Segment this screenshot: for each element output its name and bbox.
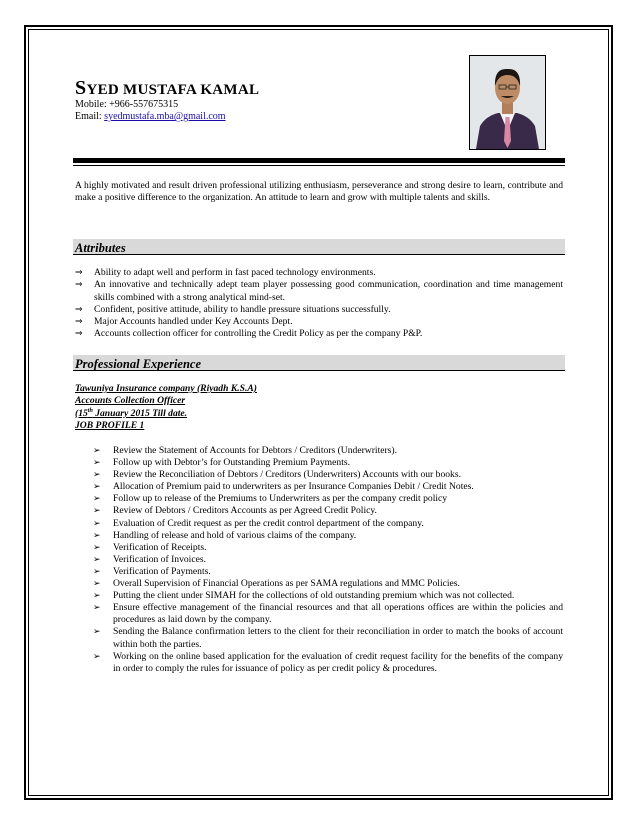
- arrow-bullet-icon: ⇒: [75, 329, 83, 340]
- duty-item: ➢ Verification of Receipts.: [93, 541, 207, 553]
- attributes-list: [75, 267, 563, 341]
- attributes-heading: Attributes: [75, 241, 126, 255]
- check-bullet-icon: ➢: [93, 506, 101, 517]
- company-name: Tawuniya Insurance company (Riyadh K.S.A): [75, 383, 257, 394]
- duty-item: ➢ Putting the client under SIMAH for the collections of old outstanding premium which was not collected.: [93, 590, 515, 602]
- duty-item: ➢ Review the Reconciliation of Debtors / Creditors (Underwriters) Accounts with our books.: [93, 469, 461, 481]
- check-bullet-icon: ➢: [93, 579, 101, 590]
- check-bullet-icon: ➢: [93, 651, 101, 662]
- duty-item: ➢ Ensure effective management of the financial resources and that all operations offices are within the policies and procedures as laid down by the company.: [93, 602, 563, 626]
- check-bullet-icon: ➢: [93, 494, 101, 505]
- duty-item: ➢ Working on the online based application for the evaluation of credit request facility for the benefits of the company in order to comply the rules for issuance of policy as per credit policy & procedures.: [93, 650, 563, 674]
- attribute-item: ⇒ An innovative and technically adept team player possessing good communication, coordination and time management skills combined with a strong analytical mind-set.: [75, 279, 563, 303]
- duty-item: ➢ Handling of release and hold of various claims of the company.: [93, 529, 357, 541]
- mobile-number: +966-557675315: [109, 99, 179, 110]
- duty-item: ➢ Review of Debtors / Creditors Accounts as per Agreed Credit Policy.: [93, 505, 377, 517]
- attributes-heading-bar: [73, 239, 565, 255]
- check-bullet-icon: ➢: [93, 458, 101, 469]
- check-bullet-icon: ➢: [93, 554, 101, 565]
- arrow-bullet-icon: ⇒: [75, 304, 83, 315]
- check-bullet-icon: ➢: [93, 518, 101, 529]
- contact-block: [75, 99, 226, 123]
- duties-list: [93, 445, 563, 675]
- duty-item: ➢ Verification of Invoices.: [93, 553, 206, 565]
- experience-heading: Professional Experience: [75, 357, 202, 371]
- arrow-bullet-icon: ⇒: [75, 317, 83, 328]
- duty-item: ➢ Follow up to release of the Premiums to Underwriters as per the company credit policy: [93, 493, 448, 505]
- profile-photo: [469, 55, 546, 150]
- check-bullet-icon: ➢: [93, 603, 101, 614]
- check-bullet-icon: ➢: [93, 627, 101, 638]
- attribute-item: ⇒ Ability to adapt well and perform in fast paced technology environments.: [75, 267, 376, 278]
- email-link[interactable]: syedmustafa.mba@gmail.com: [104, 111, 226, 122]
- arrow-bullet-icon: ⇒: [75, 268, 83, 278]
- arrow-bullet-icon: ⇒: [75, 280, 83, 291]
- header-divider-thin: [73, 165, 565, 166]
- attribute-item: ⇒ Accounts collection officer for controlling the Credit Policy as per the company P&P.: [75, 328, 423, 340]
- job-profile-label: JOB PROFILE 1: [75, 419, 145, 431]
- duty-item: ➢ Follow up with Debtor’s for Outstanding Premium Payments.: [93, 457, 350, 469]
- duty-item: ➢ Verification of Payments.: [93, 565, 211, 577]
- job-details: [75, 383, 257, 432]
- career-summary: A highly motivated and result driven professional utilizing enthusiasm, perseverance and strong desire to learn, contribute and make a positive difference to the organization. An attitude to learn and grow with multiple talents and skills.: [75, 180, 563, 203]
- duty-item: ➢ Overall Supervision of Financial Operations as per SAMA regulations and MMC Policies.: [93, 578, 460, 590]
- check-bullet-icon: ➢: [93, 591, 101, 602]
- job-period: (15th January 2015 Till date.: [75, 408, 188, 420]
- check-bullet-icon: ➢: [93, 482, 101, 493]
- candidate-name: SYED MUSTAFA KAMAL: [75, 77, 260, 99]
- check-bullet-icon: ➢: [93, 446, 101, 456]
- duty-item: ➢ Allocation of Premium paid to underwriters as per Insurance Companies Debit / Credit Notes.: [93, 481, 474, 493]
- duty-item: ➢ Sending the Balance confirmation letters to the client for their reconciliation in order to match the books of account within both the parties.: [93, 626, 563, 650]
- check-bullet-icon: ➢: [93, 470, 101, 481]
- check-bullet-icon: ➢: [93, 566, 101, 577]
- attribute-item: ⇒ Major Accounts handled under Key Accounts Dept.: [75, 316, 293, 328]
- experience-heading-bar: [73, 355, 565, 371]
- profile-photo-image: [470, 56, 545, 149]
- check-bullet-icon: ➢: [93, 542, 101, 553]
- duty-item: ➢ Evaluation of Credit request as per the credit control department of the company.: [93, 517, 424, 529]
- job-position: Accounts Collection Officer: [75, 394, 186, 406]
- check-bullet-icon: ➢: [93, 530, 101, 541]
- header-divider-thick: [73, 158, 565, 163]
- duty-item: ➢ Review the Statement of Accounts for Debtors / Creditors (Underwriters).: [93, 445, 398, 456]
- mobile-line: Mobile: +966-557675315: [75, 99, 179, 110]
- email-line: Email: syedmustafa.mba@gmail.com: [75, 111, 226, 122]
- attribute-item: ⇒ Confident, positive attitude, ability to handle pressure situations successfully.: [75, 303, 391, 315]
